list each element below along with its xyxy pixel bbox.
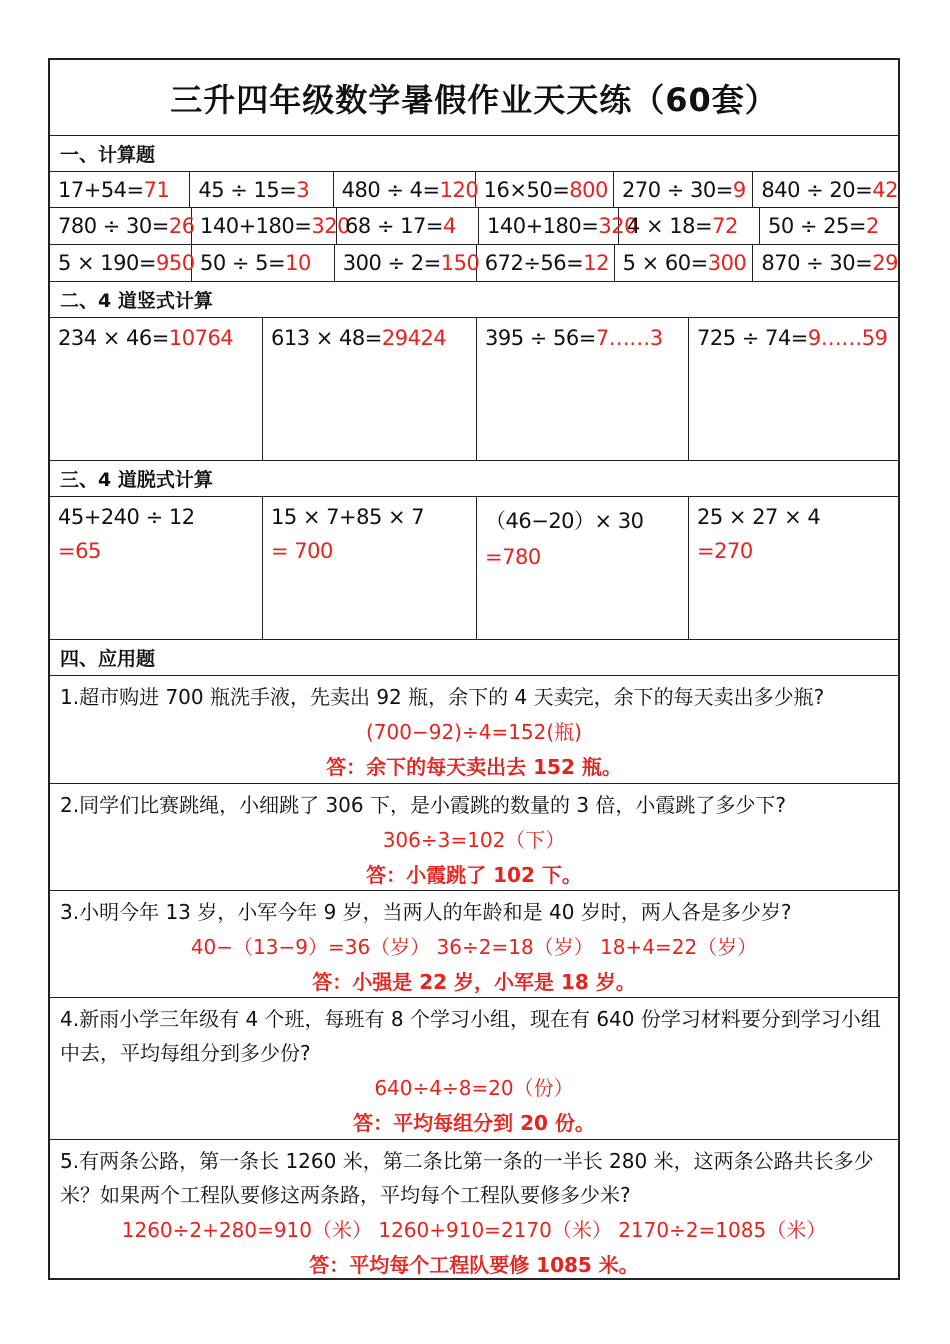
problem-question: 5.有两条公路，第一条长 1260 米，第二条比第一条的一半长 280 米，这两条公路共长多少米？如果两个工程队要修这两条路，平均每个工程队要修多少米? — [60, 1149, 874, 1207]
problem-answer: 答：小霞跳了 102 下。 — [366, 863, 582, 887]
stepwise-calc-row — [50, 497, 898, 640]
word-problem — [50, 891, 898, 998]
section-heading-calculation: 一、计算题 — [50, 136, 898, 172]
calc-cell: 45 ÷ 15= 3 — [190, 172, 333, 207]
word-problem — [50, 998, 898, 1140]
calc-cell: 50 ÷ 5= 10 — [192, 245, 335, 281]
stepwise-calc-cell: 45+240 ÷ 12 =65 — [50, 497, 263, 639]
calc-cell: 16×50= 800 — [476, 172, 614, 207]
vertical-calc-cell: 725 ÷ 74=9……59 — [697, 326, 888, 350]
calc-cell: 870 ÷ 30= 29 — [761, 251, 898, 275]
word-problem — [50, 676, 898, 784]
problem-question: 3.小明今年 13 岁，小军今年 9 岁，当两人的年龄和是 40 岁时，两人各是多少岁? — [60, 900, 792, 924]
word-problem — [50, 784, 898, 891]
stepwise-calc-cell: （46−20）× 30 =780 — [477, 497, 689, 639]
page-title: 三升四年级数学暑假作业天天练（60套） — [50, 60, 898, 136]
problem-question: 4.新雨小学三年级有 4 个班，每班有 8 个学习小组，现在有 640 份学习材料要分到学习小组中去，平均每组分到多少份? — [60, 1007, 881, 1065]
problem-solution: 1260÷2+280=910（米） 1260+910=2170（米） 2170÷2=1085（米） — [121, 1218, 827, 1242]
calc-cell: 270 ÷ 30= 9 — [614, 172, 753, 207]
problem-solution: (700−92)÷4=152(瓶) — [365, 720, 582, 744]
calc-cell: 50 ÷ 25= 2 — [768, 214, 879, 238]
problem-question: 1.超市购进 700 瓶洗手液，先卖出 92 瓶，余下的 4 天卖完，余下的每天卖出多少瓶? — [60, 685, 825, 709]
vertical-calc-cell: 613 × 48=29424 — [263, 318, 477, 460]
problem-solution: 40−（13−9）=36（岁） 36÷2=18（岁） 18+4=22（岁） — [190, 935, 758, 959]
calc-row — [50, 208, 898, 245]
vertical-calc-row — [50, 318, 898, 461]
worksheet — [48, 58, 900, 1280]
calc-cell: 140+180= 320 — [479, 208, 619, 244]
problem-answer: 答：平均每个工程队要修 1085 米。 — [309, 1253, 639, 1277]
calc-cell: 780 ÷ 30= 26 — [50, 208, 192, 244]
calc-cell: 4 × 18= 72 — [619, 208, 760, 244]
calc-cell: 17+54= 71 — [50, 172, 190, 207]
calc-cell: 5 × 60= 300 — [615, 245, 754, 281]
vertical-calc-cell: 234 × 46=10764 — [50, 318, 263, 460]
section-heading-stepwise: 三、4 道脱式计算 — [50, 461, 898, 497]
calc-cell: 480 ÷ 4= 120 — [334, 172, 476, 207]
problem-solution: 306÷3=102（下） — [382, 828, 566, 852]
problem-answer: 答：余下的每天卖出去 152 瓶。 — [326, 755, 622, 779]
problem-question: 2.同学们比赛跳绳，小细跳了 306 下，是小霞跳的数量的 3 倍，小霞跳了多少下? — [60, 793, 787, 817]
vertical-calc-cell: 395 ÷ 56=7……3 — [477, 318, 689, 460]
word-problem — [50, 1140, 898, 1280]
calc-cell: 300 ÷ 2= 150 — [335, 245, 477, 281]
calc-row — [50, 245, 898, 282]
problem-answer: 答：平均每组分到 20 份。 — [353, 1111, 595, 1135]
calc-row — [50, 172, 898, 208]
calc-cell: 68 ÷ 17= 4 — [337, 208, 479, 244]
calc-cell: 840 ÷ 20= 42 — [761, 177, 898, 202]
problem-solution: 640÷4÷8=20（份） — [374, 1076, 574, 1100]
calc-cell: 672÷56= 12 — [477, 245, 615, 281]
section-heading-word-problems: 四、应用题 — [50, 640, 898, 676]
section-heading-vertical: 二、4 道竖式计算 — [50, 282, 898, 318]
calc-cell: 140+180= 320 — [192, 208, 337, 244]
stepwise-calc-cell: 15 × 7+85 × 7 = 700 — [263, 497, 477, 639]
calc-cell: 5 × 190= 950 — [50, 245, 192, 281]
stepwise-calc-cell: 25 × 27 × 4 =270 — [697, 505, 821, 563]
problem-answer: 答：小强是 22 岁，小军是 18 岁。 — [312, 970, 636, 994]
